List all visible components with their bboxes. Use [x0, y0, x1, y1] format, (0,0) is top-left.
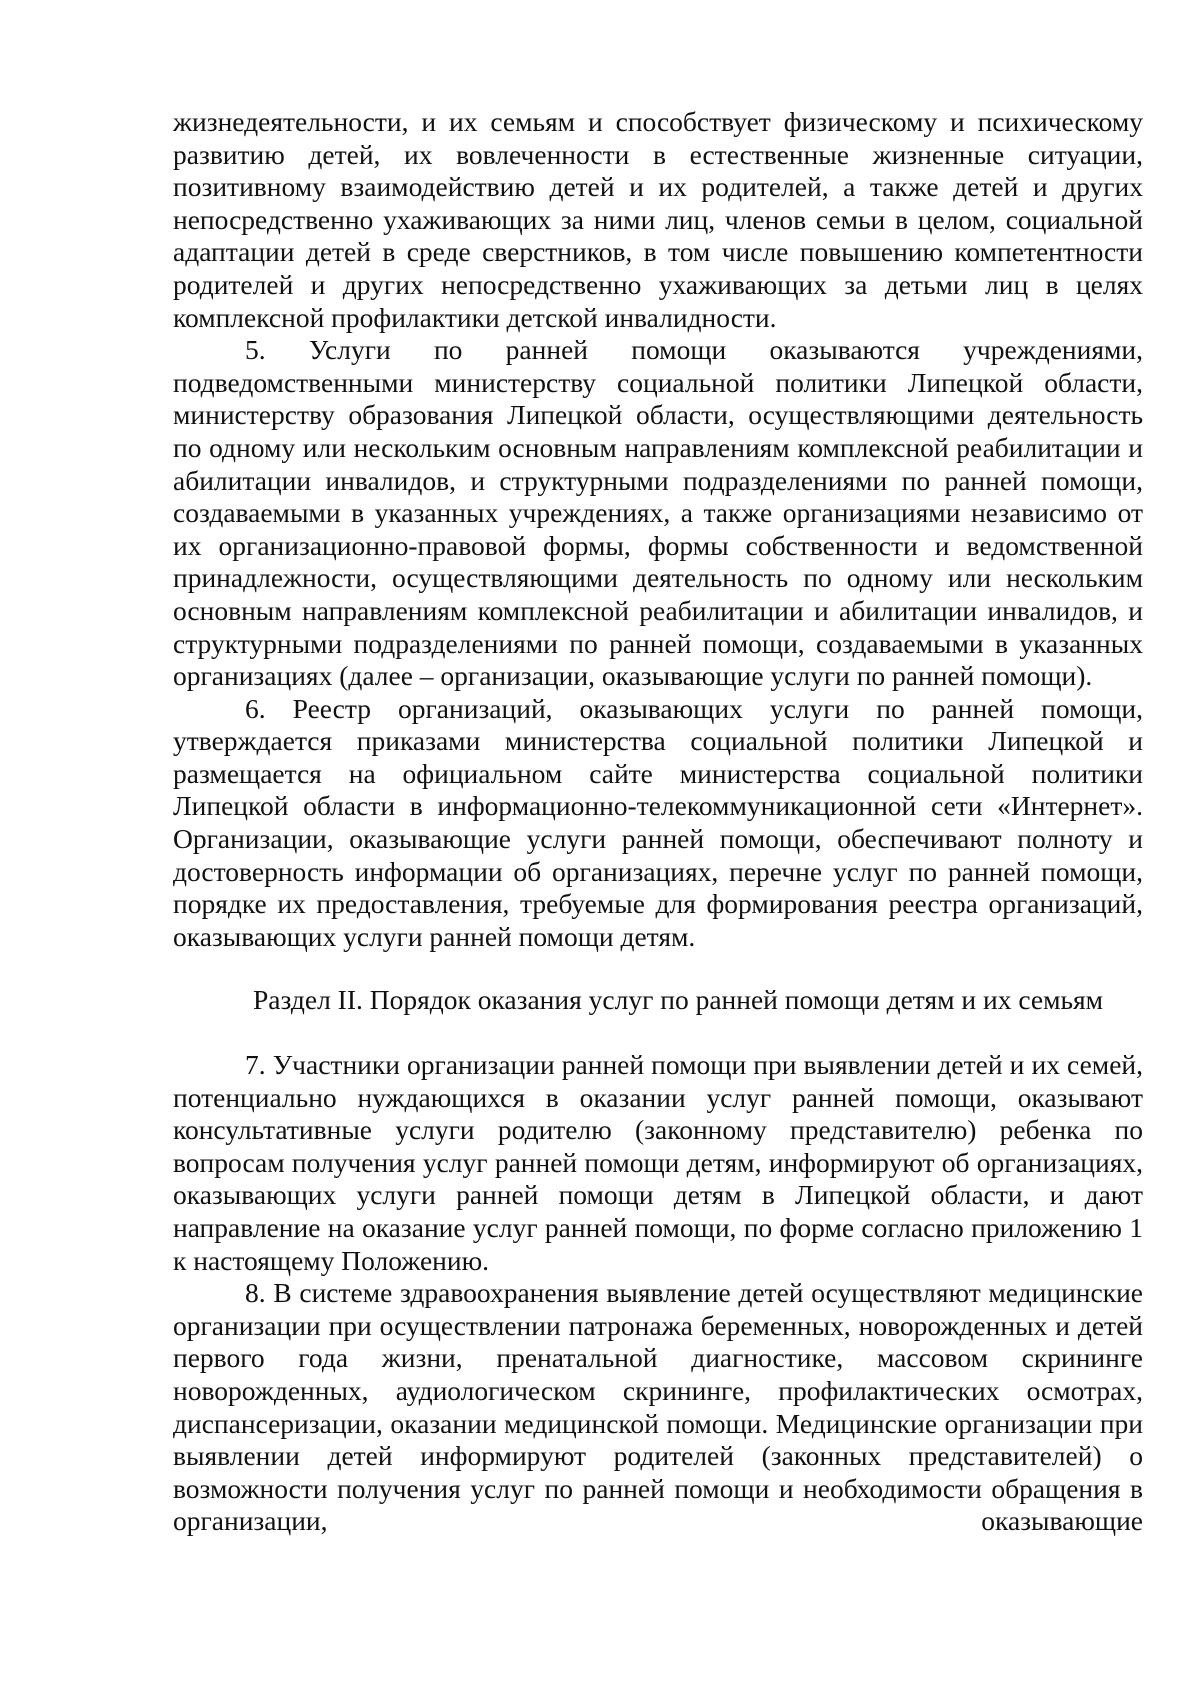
document-page [173, 106, 1143, 1538]
paragraph-5: 5. Услуги по ранней помощи оказываются учреждениями, подведомственными министерству социальной политики Липецкой области, министерству образования Липецкой области, осуществляющими деятельность по одному или нескольким основным направлениям комплексной реабилитации и абилитации инвалидов, и структурными подразделениями по ранней помощи, создаваемыми в указанных учреждениях, а также организациями независимо от их организационно-правовой формы, формы собственности и ведомственной принадлежности, осуществляющими деятельность по одному или нескольким основным направлениям комплексной реабилитации и абилитации инвалидов, и структурными подразделениями по ранней помощи, создаваемыми в указанных организациях (далее – организации, оказывающие услуги по ранней помощи). [173, 334, 1143, 692]
section-heading: Раздел II. Порядок оказания услуг по ранней помощи детям и их семьям [253, 984, 1104, 1016]
paragraph-intro-continuation: жизнедеятельности, и их семьям и способствует физическому и психическому развитию детей, их вовлеченности в естественные жизненные ситуации, позитивному взаимодействию детей и их родителей, а также детей и других непосредственно ухаживающих за ними лиц, членов семьи в целом, социальной адаптации детей в среде сверстников, в том числе повышению компетентности родителей и других непосредственно ухаживающих за детьми лиц в целях комплексной профилактики детской инвалидности. [173, 106, 1143, 333]
paragraph-8: 8. В системе здравоохранения выявление детей осуществляют медицинские организации при осуществлении патронажа беременных, новорожденных и детей первого года жизни, пренатальной диагностике, массовом скрининге новорожденных, аудиологическом скрининге, профилактических осмотрах, диспансеризации, оказании медицинской помощи. Медицинские организации при выявлении детей информируют родителей (законных представителей) о возможности получения услуг по ранней помощи и необходимости обращения в организации, оказывающие [173, 1277, 1143, 1537]
paragraph-6: 6. Реестр организаций, оказывающих услуги по ранней помощи, утверждается приказами министерства социальной политики Липецкой и размещается на официальном сайте министерства социальной политики Липецкой области в информационно-телекоммуникационной сети «Интернет». Организации, оказывающие услуги ранней помощи, обеспечивают полноту и достоверность информации об организациях, перечне услуг по ранней помощи, порядке их предоставления, требуемые для формирования реестра организаций, оказывающих услуги ранней помощи детям. [173, 692, 1143, 952]
paragraph-7: 7. Участники организации ранней помощи при выявлении детей и их семей, потенциально нуждающихся в оказании услуг ранней помощи, оказывают консультативные услуги родителю (законному представителю) ребенка по вопросам получения услуг ранней помощи детям, информируют об организациях, оказывающих услуги ранней помощи детям в Липецкой области, и дают направление на оказание услуг ранней помощи, по форме согласно приложению 1 к настоящему Положению. [173, 1049, 1143, 1276]
